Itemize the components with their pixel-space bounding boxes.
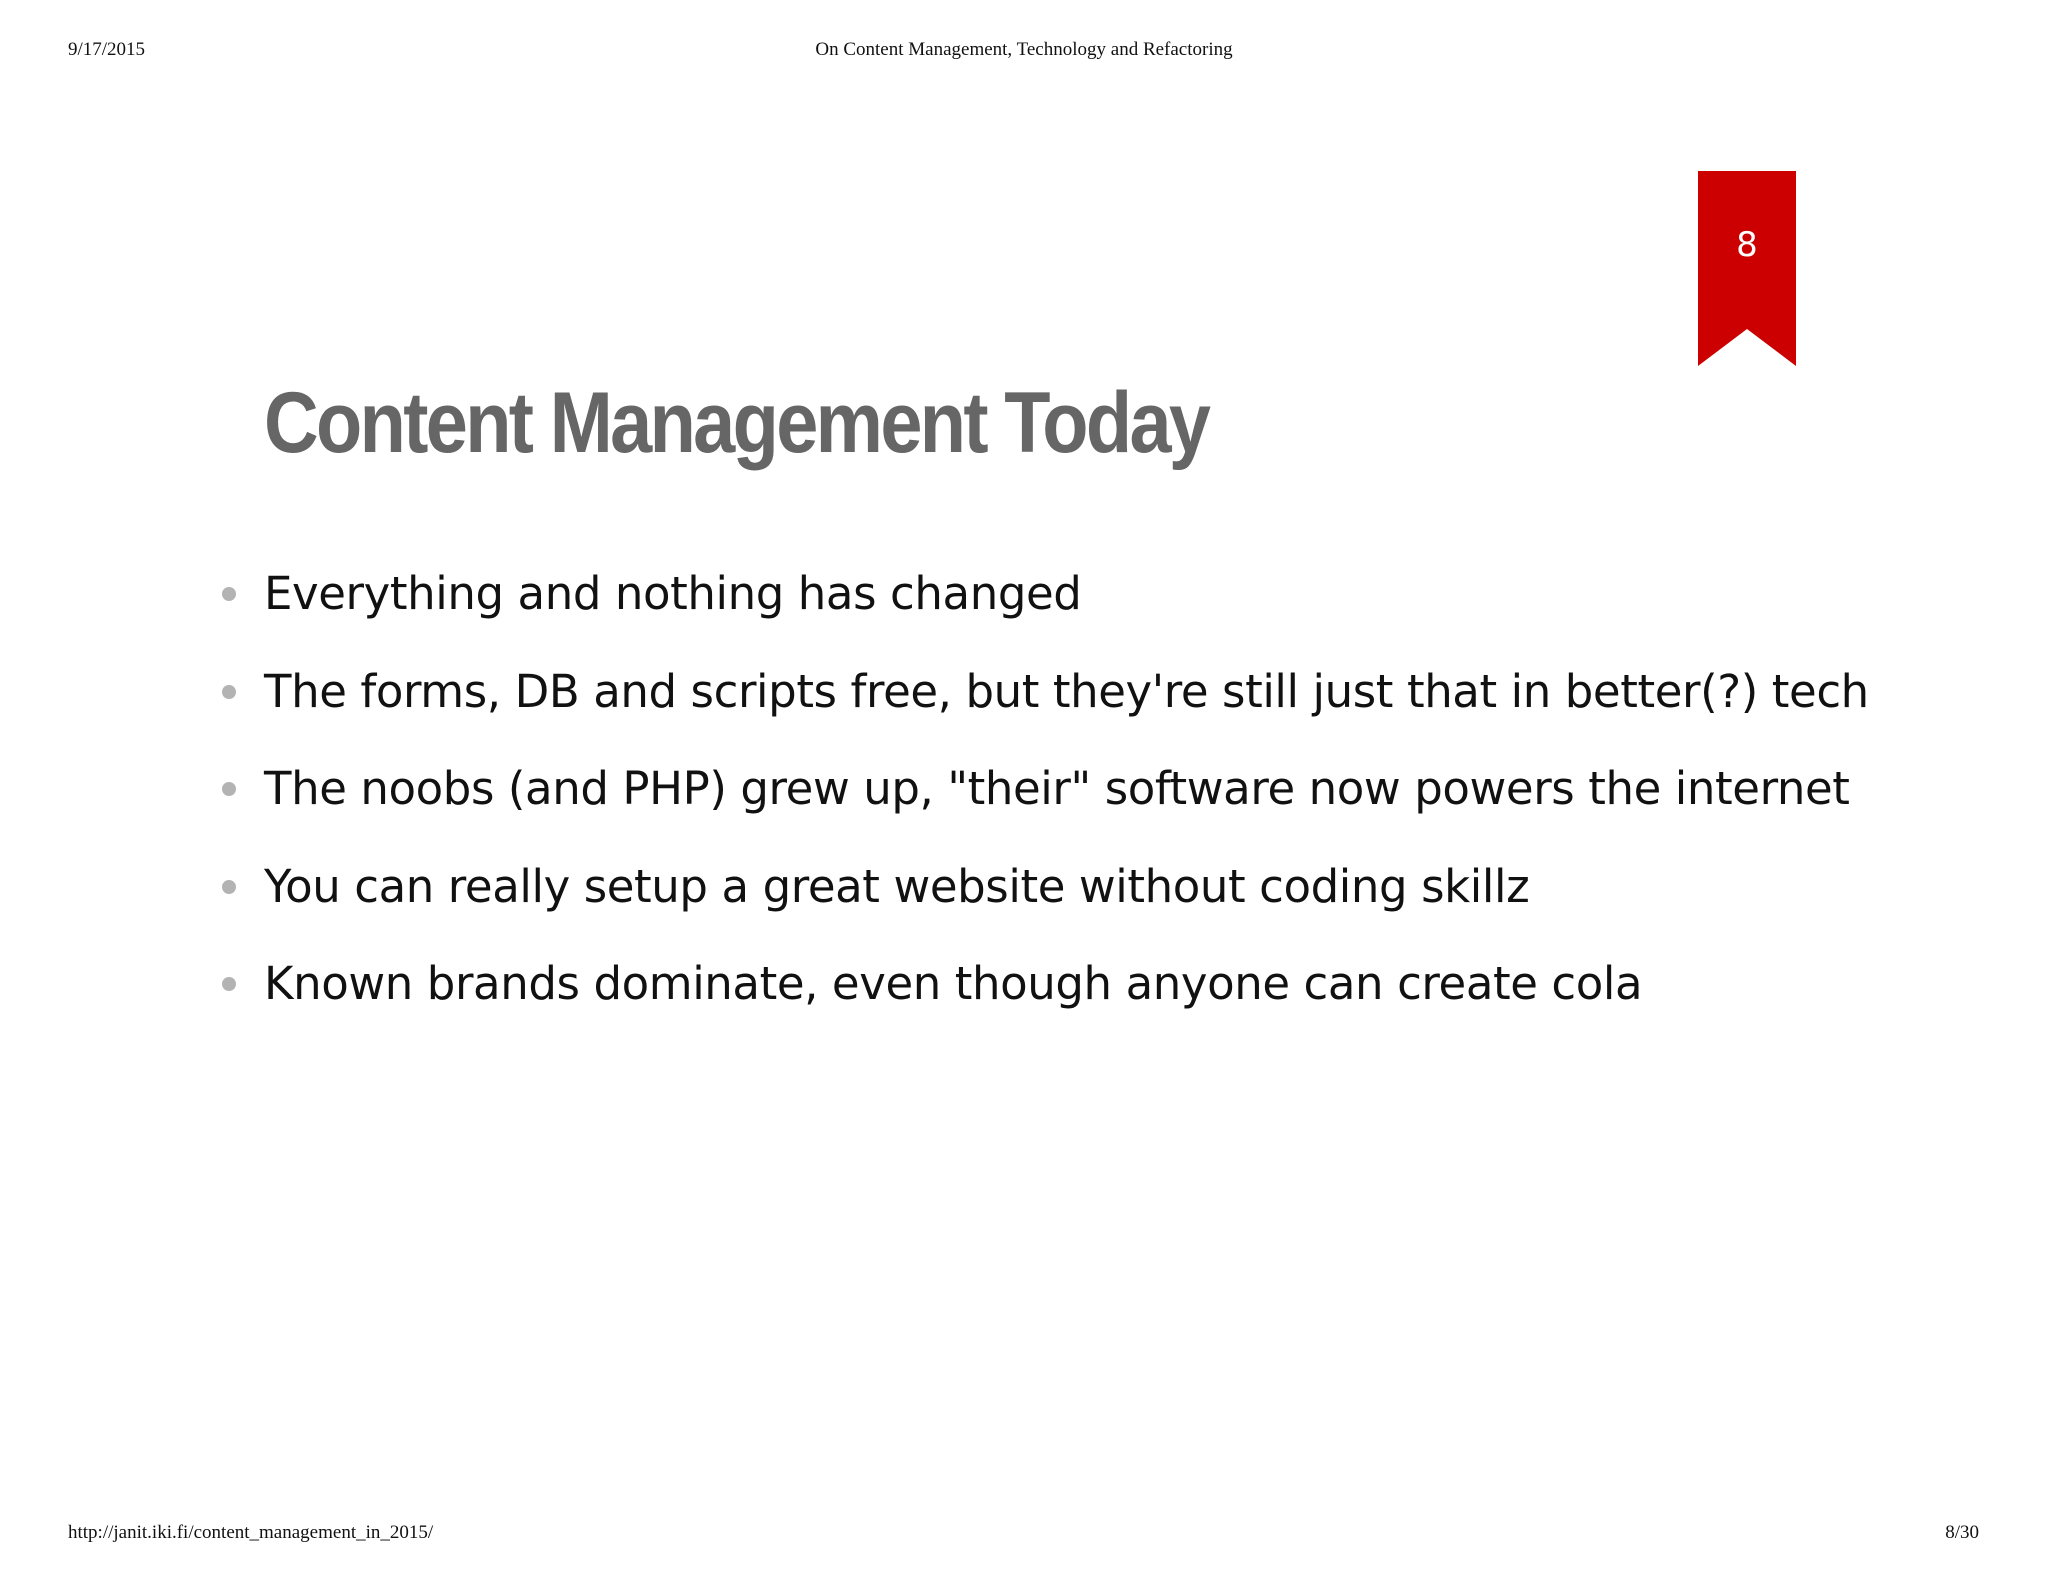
bullet-text: The forms, DB and scripts free, but they're still just that in better(?) tech [264, 664, 1869, 718]
print-document-title: On Content Management, Technology and Refactoring [815, 39, 1233, 60]
slide-number-ribbon [1698, 171, 1796, 366]
print-footer [0, 1522, 2048, 1546]
bullet-dot-icon [222, 880, 236, 894]
print-page-indicator: 8/30 [1945, 1522, 1979, 1543]
slide-number: 8 [1736, 225, 1758, 265]
print-url: http://janit.iki.fi/content_management_in_2015/ [68, 1522, 434, 1543]
bullet-text: Known brands dominate, even though anyone can create cola [264, 957, 1643, 1010]
bullet-dot-icon [222, 977, 236, 991]
bullet-dot-icon [222, 685, 236, 699]
print-date: 9/17/2015 [68, 39, 146, 60]
slide-title: Content Management Today [264, 375, 1209, 471]
bullet-dot-icon [222, 782, 236, 796]
bookmark-ribbon-icon [1698, 171, 1796, 366]
bullet-text: Everything and nothing has changed [264, 567, 1082, 620]
bullet-text: You can really setup a great website without coding skillz [264, 859, 1530, 913]
bullet-text: The noobs (and PHP) grew up, "their" software now powers the internet [264, 762, 1850, 815]
bullet-dot-icon [222, 587, 236, 601]
